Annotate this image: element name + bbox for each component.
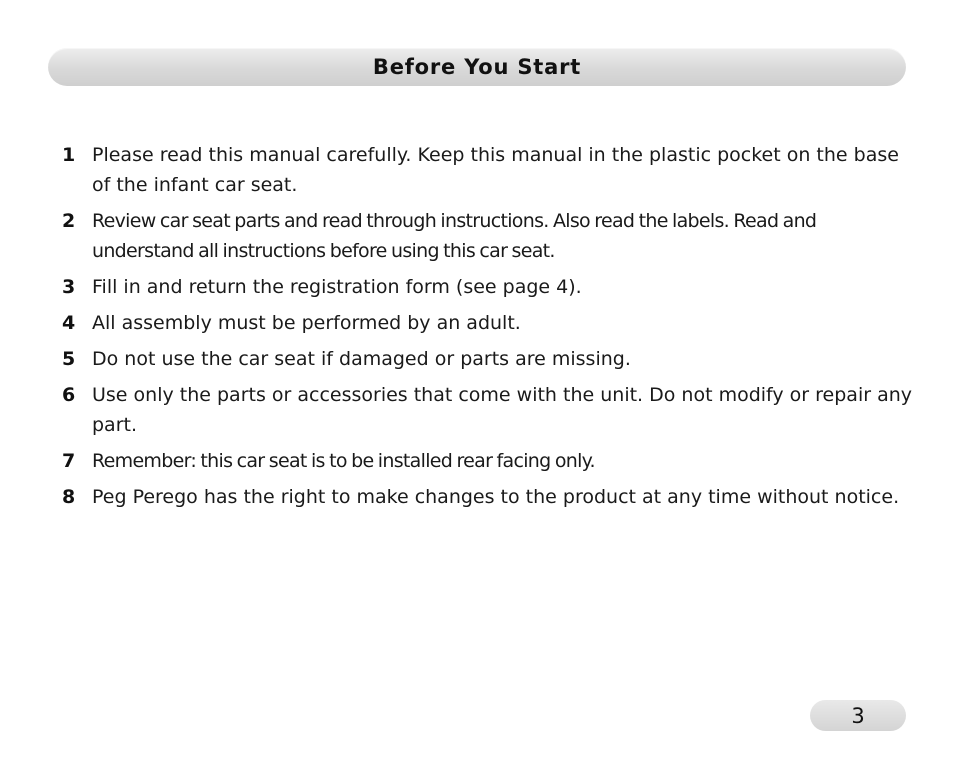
step-text: Remember: this car seat is to be installed rear facing only.	[92, 450, 595, 472]
step-text: Peg Perego has the right to make changes to the product at any time without notice.	[92, 486, 900, 508]
list-item	[62, 308, 912, 338]
section-title: Before You Start	[372, 54, 582, 79]
step-number: 3	[62, 276, 76, 298]
step-number: 7	[62, 450, 76, 472]
list-item	[62, 482, 912, 512]
step-text: Do not use the car seat if damaged or parts are missing.	[92, 348, 631, 370]
list-item	[62, 380, 912, 440]
step-text: Please read this manual carefully. Keep this manual in the plastic pocket on the base of the infant car seat.	[92, 144, 899, 196]
page-number-badge	[810, 700, 906, 731]
instruction-list	[62, 140, 912, 518]
step-number: 2	[62, 210, 76, 232]
step-text: Use only the parts or accessories that come with the unit. Do not modify or repair any part.	[92, 384, 913, 436]
step-number: 1	[62, 144, 76, 166]
step-number: 8	[62, 486, 76, 508]
step-number: 5	[62, 348, 76, 370]
step-text: All assembly must be performed by an adult.	[92, 312, 521, 334]
list-item	[62, 206, 912, 266]
list-item	[62, 344, 912, 374]
step-text: Review car seat parts and read through instructions. Also read the labels. Read and understand all instructions before using this car seat.	[92, 210, 817, 262]
section-header-bar	[48, 48, 906, 86]
step-number: 4	[62, 312, 76, 334]
step-text: Fill in and return the registration form (see page 4).	[92, 276, 582, 298]
list-item	[62, 272, 912, 302]
list-item	[62, 140, 912, 200]
list-item	[62, 446, 912, 476]
page-number: 3	[851, 703, 865, 728]
step-number: 6	[62, 384, 76, 406]
